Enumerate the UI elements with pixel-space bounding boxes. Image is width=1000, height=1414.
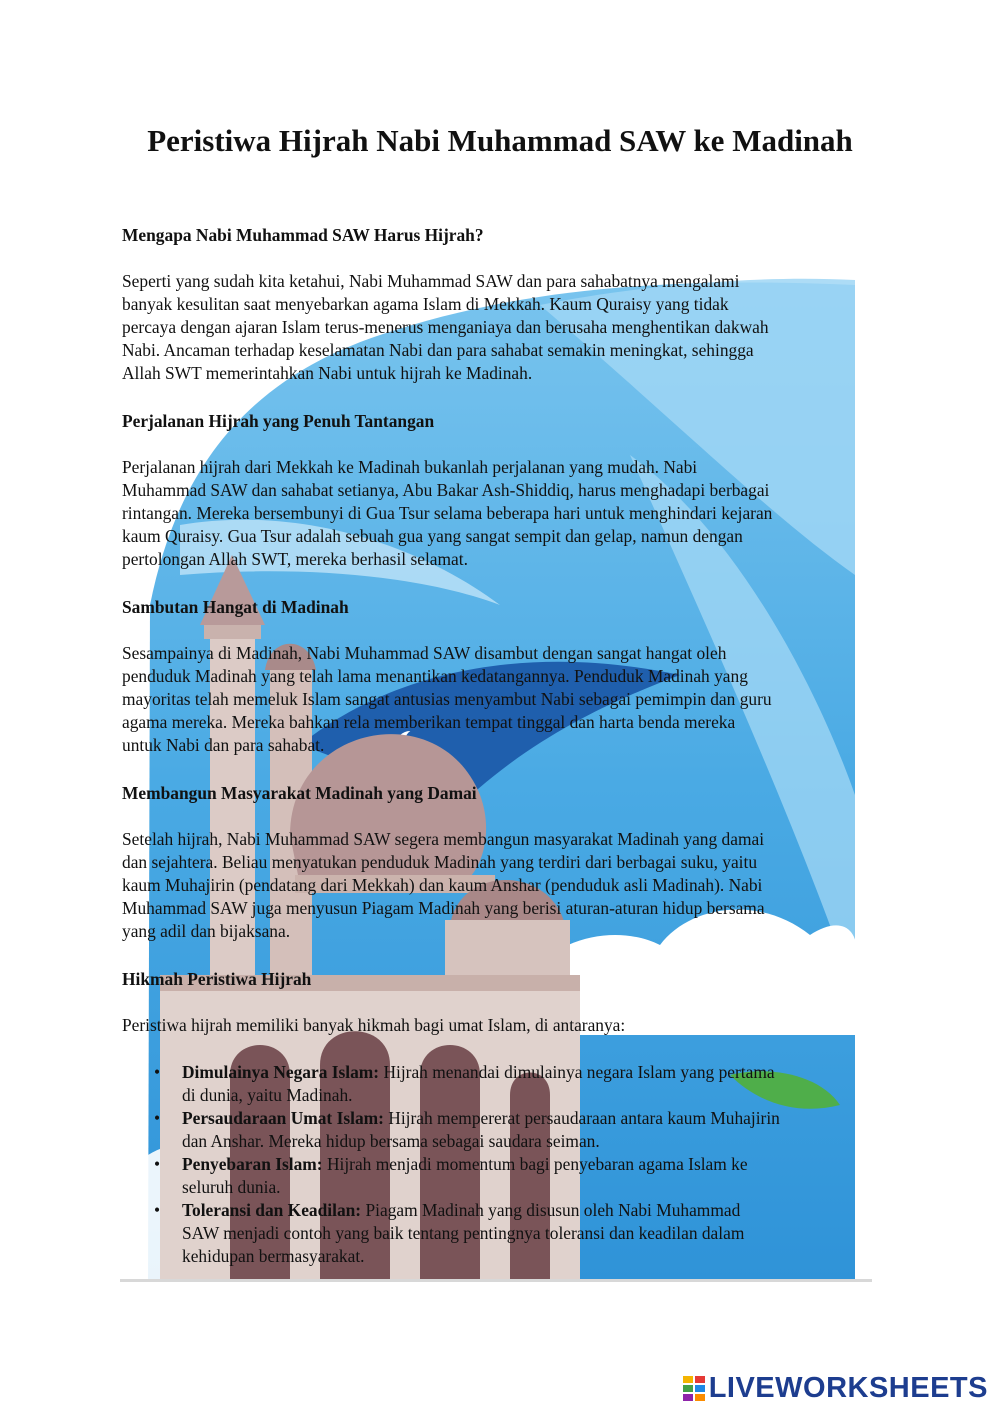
list-item: • Persaudaraan Umat Islam: Hijrah mempererat persaudaraan antara kaum Muhajirin dan Anshar. Mereka hidup bersama sebagai saudara seiman. — [182, 1107, 882, 1153]
page-title: Peristiwa Hijrah Nabi Muhammad SAW ke Madinah — [147, 123, 853, 158]
paragraph: Perjalanan hijrah dari Mekkah ke Madinah bukanlah perjalanan yang mudah. Nabi Muhammad SAW dan sahabat setianya, Abu Bakar Ash-Shiddiq, harus menghadapi berbagai rintangan. Mereka bersembunyi di Gua Tsur selama beberapa hari untuk menghindari kejaran kaum Quraisy. Gua Tsur adalah sebuah gua yang sangat sempit dan gelap, namun dengan pertolongan Allah SWT, mereka berhasil selamat. — [122, 457, 773, 569]
section-heading: Perjalanan Hijrah yang Penuh Tantangan — [122, 411, 435, 431]
list-item: • Penyebaran Islam: Hijrah menjadi momentum bagi penyebaran agama Islam ke seluruh dunia. — [182, 1153, 882, 1199]
brand-name: LIVEWORKSHEETS — [708, 1372, 988, 1404]
paragraph: Setelah hijrah, Nabi Muhammad SAW segera membangun masyarakat Madinah yang damai dan sejahtera. Beliau menyatukan penduduk Madinah yang terdiri dari berbagai suku, yaitu kaum Muhajirin (pendatang dari Mekkah) dan kaum Anshar (penduduk asli Madinah). Nabi Muhammad SAW juga menyusun Piagam Madinah yang berisi aturan-aturan hidup bersama yang adil dan bijaksana. — [122, 829, 765, 941]
paragraph: Seperti yang sudah kita ketahui, Nabi Muhammad SAW dan para sahabatnya mengalami banyak kesulitan saat menyebarkan agama Islam di Mekkah. Kaum Quraisy yang tidak percaya dengan ajaran Islam terus-menerus menganiaya dan berusaha menghentikan dakwah Nabi. Ancaman terhadap keselamatan Nabi dan para sahabat semakin meningkat, sehingga Allah SWT memerintahkan Nabi untuk hijrah ke Madinah. — [122, 271, 769, 383]
liveworksheets-icon — [683, 1376, 705, 1402]
list-item: • Toleransi dan Keadilan: Piagam Madinah yang disusun oleh Nabi Muhammad SAW menjadi contoh yang baik tentang pentingnya toleransi dan keadilan dalam kehidupan bermasyarakat. — [182, 1199, 882, 1268]
list-item: • Dimulainya Negara Islam: Hijrah menandai dimulainya negara Islam yang pertama di dunia, yaitu Madinah. — [182, 1061, 882, 1107]
section-heading: Membangun Masyarakat Madinah yang Damai — [122, 783, 477, 803]
paragraph: Peristiwa hijrah memiliki banyak hikmah bagi umat Islam, di antaranya: — [122, 1015, 626, 1035]
section-heading: Hikmah Peristiwa Hijrah — [122, 969, 312, 989]
hikmah-list — [182, 1061, 882, 1268]
divider — [120, 1279, 872, 1282]
liveworksheets-logo[interactable] — [683, 1372, 988, 1405]
section-heading: Sambutan Hangat di Madinah — [122, 597, 349, 617]
section-heading: Mengapa Nabi Muhammad SAW Harus Hijrah? — [122, 225, 484, 245]
paragraph: Sesampainya di Madinah, Nabi Muhammad SAW disambut dengan sangat hangat oleh penduduk Madinah yang telah lama menantikan kedatangannya. Penduduk Madinah yang mayoritas telah memeluk Islam sangat antusias menyambut Nabi sebagai pemimpin dan guru agama mereka. Mereka bahkan rela memberikan tempat tinggal dan harta benda mereka untuk Nabi dan para sahabat. — [122, 643, 772, 755]
